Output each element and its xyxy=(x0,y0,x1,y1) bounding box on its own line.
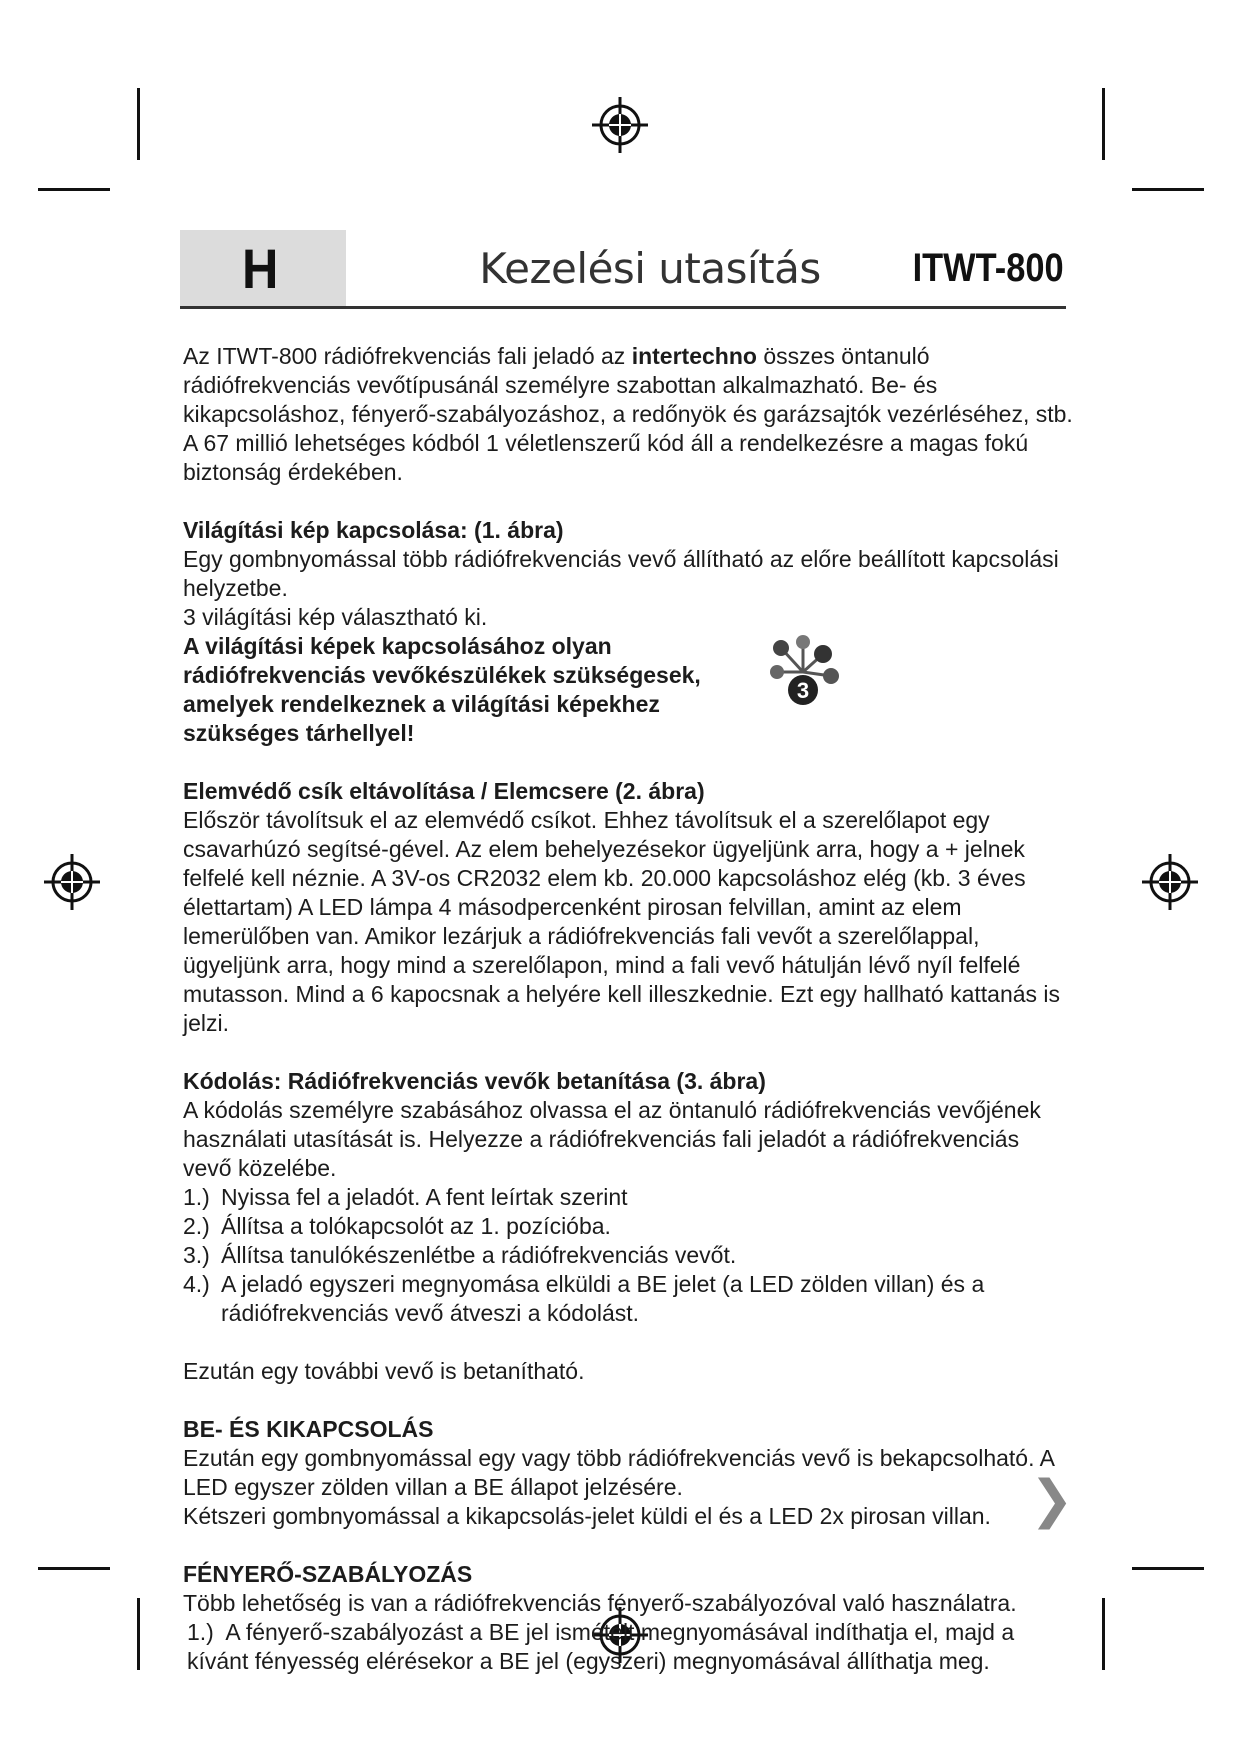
brand-name: intertechno xyxy=(631,343,757,369)
onoff-line-2: Kétszeri gombnyomással a kikapcsolás-jelet küldi el és a LED 2x pirosan villan. xyxy=(183,1503,991,1529)
crop-mark-bottom-left xyxy=(137,1598,140,1670)
registration-mark-icon xyxy=(42,852,102,912)
crop-mark-bottom-right xyxy=(1102,1598,1105,1670)
scene-warning: A világítási képek kapcsolásához olyan rádiófrekvenciás vevőkészülékek szükségesek, amelyek rendelkeznek a világítási képekhez szükséges tárhellyel! xyxy=(183,633,701,746)
document-body xyxy=(183,342,1073,1676)
crop-mark-top-right xyxy=(1102,88,1105,160)
section-battery xyxy=(183,777,1073,1038)
page-title: Kezelési utasítás xyxy=(479,244,821,293)
onoff-line-1: Ezután egy gombnyomással egy vagy több rádiófrekvenciás vevő is bekapcsolható. A LED egyszer zölden villan a BE állapot jelzésére. xyxy=(183,1445,1054,1500)
scene-warning-block xyxy=(183,632,1073,748)
section-dimming xyxy=(183,1560,1073,1676)
dimming-steps xyxy=(183,1618,1073,1676)
coding-text: A kódolás személyre szabásához olvassa el az öntanuló rádiófrekvenciás vevőjének használati utasítását is. Helyezze a rádiófrekvenciás fali jeladót a rádiófrekvenciás vevő közelébe. xyxy=(183,1097,1041,1181)
scene-icon-number: 3 xyxy=(796,678,810,703)
section-heading: Kódolás: Rádiófrekvenciás vevők betanítása (3. ábra) xyxy=(183,1068,766,1094)
language-code: H xyxy=(242,237,279,300)
scene-3-icon xyxy=(763,632,845,712)
section-scene xyxy=(183,516,1073,748)
crop-mark-top-right-h xyxy=(1132,188,1204,191)
list-item: 2.) Állítsa a tolókapcsolót az 1. pozícióba. xyxy=(183,1213,611,1239)
registration-mark-icon xyxy=(1140,852,1200,912)
section-heading: Elemvédő csík eltávolítása / Elemcsere (2. ábra) xyxy=(183,778,705,804)
section-heading: FÉNYERŐ-SZABÁLYOZÁS xyxy=(183,1561,473,1587)
section-heading: Világítási kép kapcsolása: (1. ábra) xyxy=(183,517,564,543)
section-onoff xyxy=(183,1415,1073,1531)
section-heading: BE- ÉS KIKAPCSOLÁS xyxy=(183,1416,434,1442)
coding-after: Ezután egy további vevő is betanítható. xyxy=(183,1358,585,1384)
model-number: ITWT-800 xyxy=(912,246,1064,290)
coding-steps xyxy=(183,1183,1073,1328)
crop-mark-bottom-right-h xyxy=(1132,1567,1204,1570)
list-item: 3.) Állítsa tanulókészenlétbe a rádiófrekvenciás vevőt. xyxy=(183,1242,737,1268)
dimming-line-1: Több lehetőség is van a rádiófrekvenciás fényerő-szabályozóval való használatra. xyxy=(183,1590,1017,1616)
list-item: 1.) A fényerő-szabályozást a BE jel ismételt megnyomásával indíthatja el, majd a kívánt fényesség elérésekor a BE jel (egyszeri) megnyomásával állíthatja meg. xyxy=(187,1619,1015,1674)
next-page-chevron-icon[interactable]: ❯ xyxy=(1030,1470,1074,1530)
registration-mark-icon xyxy=(590,95,650,155)
language-badge xyxy=(180,230,346,306)
battery-text: Először távolítsuk el az elemvédő csíkot. Ehhez távolítsuk el a szerelőlapot egy csavarhúzó segítsé-gével. Az elem behelyezésekor ügyeljünk arra, hogy a + jelnek felfelé kell néznie. A 3V-os CR2032 elem kb. 20.000 kapcsoláshoz elég (kb. 3 éves élettartam) A LED lámpa 4 másodpercenként pirosan felvillan, amint az elem lemerülőben van. Amikor lezárjuk a rádiófrekvenciás fali vevőt a szerelőlappal, ügyeljünk arra, hogy mind a szerelőlapon, mind a fali vevő hátulján lévő nyíl felfelé mutasson. Mind a 6 kapocsnak a helyére kell illeszkednie. Ezt egy hallható kattanás is jelzi. xyxy=(183,807,1061,1036)
list-item: 4.) A jeladó egyszeri megnyomása elküldi a BE jelet (a LED zölden villan) és a rádiófrekvenciás vevő átveszi a kódolást. xyxy=(183,1271,985,1326)
scene-line-2: 3 világítási kép választható ki. xyxy=(183,604,488,630)
list-item: 1.) Nyissa fel a jeladót. A fent leírtak szerint xyxy=(183,1184,628,1210)
scene-line-1: Egy gombnyomással több rádiófrekvenciás vevő állítható az előre beállított kapcsolási helyzetbe. xyxy=(183,546,1059,601)
crop-mark-top-left xyxy=(137,88,140,160)
intro-paragraph: Az ITWT-800 rádiófrekvenciás fali jeladó az intertechno összes öntanuló rádiófrekvenciás vevőtípusánál személyre szabottan alkalmazható. Be- és kikapcsoláshoz, fényerő-szabályozáshoz, a redőnyök és garázsajtók vezérléséhez, stb. A 67 millió lehetséges kódból 1 véletlenszerű kód áll a rendelkezésre a magas fokú biztonság érdekében. xyxy=(183,343,1073,485)
section-coding xyxy=(183,1067,1073,1328)
page-header xyxy=(180,230,1066,309)
crop-mark-bottom-left-h xyxy=(38,1567,110,1570)
crop-mark-top-left-h xyxy=(38,188,110,191)
